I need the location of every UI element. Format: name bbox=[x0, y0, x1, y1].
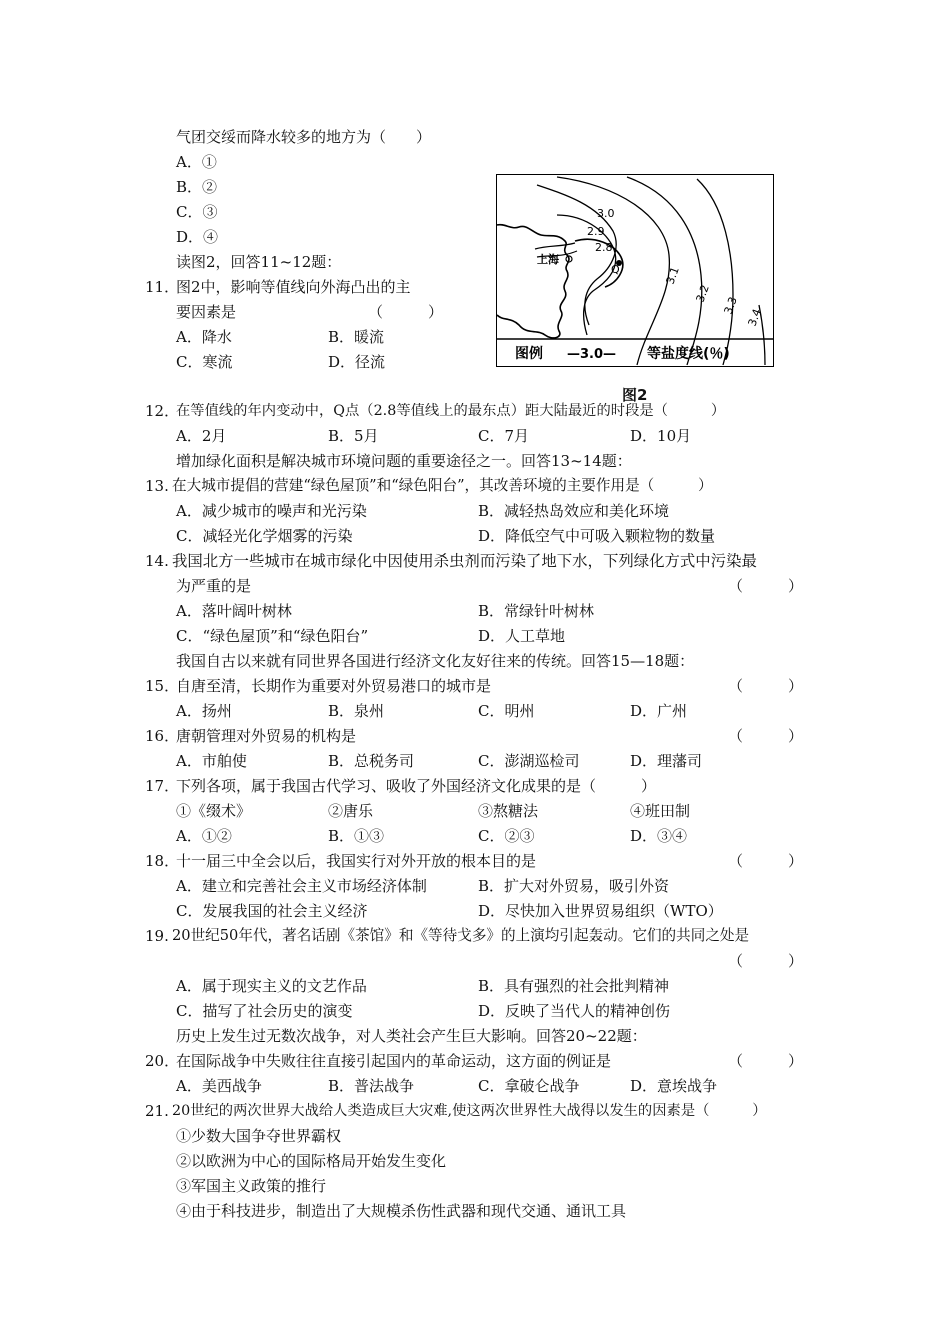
q11-option-c: C．寒流 bbox=[176, 353, 233, 371]
q17-text: 下列各项，属于我国古代学习、吸收了外国经济文化成果的是（ ） bbox=[176, 777, 657, 795]
q20-option-a: A．美西战争 bbox=[176, 1077, 262, 1095]
q21-item-2: ②以欧洲为中心的国际格局开始发生变化 bbox=[176, 1152, 447, 1170]
q10-option-a: A．① bbox=[176, 153, 217, 171]
q20-text: 在国际战争中失败往往直接引起国内的革命运动，这方面的例证是 bbox=[176, 1052, 612, 1070]
q21-item-3: ③军国主义政策的推行 bbox=[176, 1177, 327, 1195]
q11-option-d: D．径流 bbox=[328, 353, 386, 371]
contour-label-2.8: 2.8 bbox=[595, 241, 613, 254]
q19-option-c: C．描写了社会历史的演变 bbox=[176, 1002, 353, 1020]
q14-option-b: B．常绿针叶树林 bbox=[478, 602, 595, 620]
contour-label-2.9: 2.9 bbox=[587, 225, 605, 238]
q15-number: 15． bbox=[145, 677, 180, 695]
contour-label-3.4: 3.4 bbox=[745, 307, 764, 329]
q12-option-b: B．5月 bbox=[328, 427, 379, 445]
q21-item-1: ①少数大国争夺世界霸权 bbox=[176, 1127, 342, 1145]
q15-text: 自唐至清，长期作为重要对外贸易港口的城市是 bbox=[176, 677, 492, 695]
q14-number: 14. bbox=[145, 552, 169, 570]
q11-number: 11． bbox=[145, 278, 180, 296]
q17-option-c: C．②③ bbox=[478, 827, 535, 845]
q12-option-a: A．2月 bbox=[176, 427, 227, 445]
q21-item-4: ④由于科技进步，制造出了大规模杀伤性武器和现代交通、通讯工具 bbox=[176, 1202, 627, 1220]
q16-option-b: B．总税务司 bbox=[328, 752, 415, 770]
contour-label-3.3: 3.3 bbox=[721, 295, 740, 317]
q13-text: 在大城市提倡的营建“绿色屋顶”和“绿色阳台”，其改善环境的主要作用是（ ） bbox=[172, 477, 713, 494]
q16-text: 唐朝管理对外贸易的机构是 bbox=[176, 727, 357, 745]
q16-option-a: A．市舶使 bbox=[176, 752, 247, 770]
q21-number: 21. bbox=[145, 1102, 169, 1120]
q19-number: 19. bbox=[145, 927, 169, 945]
q10-option-c: C．③ bbox=[176, 203, 218, 221]
read-figure-instruction: 读图2，回答11~12题： bbox=[176, 253, 342, 271]
q11-option-b: B．暖流 bbox=[328, 328, 385, 346]
q-point-label: Q bbox=[611, 263, 620, 276]
q11-option-a: A．降水 bbox=[176, 328, 232, 346]
q12-option-c: C．7月 bbox=[478, 427, 530, 445]
q18-number: 18． bbox=[145, 852, 180, 870]
q20-option-d: D．意埃战争 bbox=[630, 1077, 718, 1095]
q16-option-d: D．理藩司 bbox=[630, 752, 703, 770]
q17-option-b: B．①③ bbox=[328, 827, 385, 845]
q12-option-d: D．10月 bbox=[630, 427, 692, 445]
q16-option-c: C．澎湖巡检司 bbox=[478, 752, 580, 770]
contour-label-3.2: 3.2 bbox=[693, 283, 712, 305]
legend-prefix: 图例 bbox=[515, 346, 543, 362]
q10-option-b: B．② bbox=[176, 178, 218, 196]
q19-option-a: A．属于现实主义的文艺作品 bbox=[176, 977, 367, 995]
q13-number: 13. bbox=[145, 477, 169, 495]
q11-text-line1: 图2中，影响等值线向外海凸出的主 bbox=[176, 278, 411, 296]
q19-option-b: B．具有强烈的社会批判精神 bbox=[478, 977, 670, 995]
q20-number: 20． bbox=[145, 1052, 180, 1070]
q12-number: 12． bbox=[145, 402, 180, 420]
q18-option-d: D．尽快加入世界贸易组织（WTO） bbox=[478, 902, 723, 920]
q18-option-c: C．发展我国的社会主义经济 bbox=[176, 902, 368, 920]
q16-answer-paren: （ ） bbox=[728, 727, 804, 745]
contour-label-3.0: 3.0 bbox=[597, 207, 615, 220]
q13-option-d: D．降低空气中可吸入颗粒物的数量 bbox=[478, 527, 716, 545]
q19-text: 20世纪50年代，著名话剧《茶馆》和《等待戈多》的上演均引起轰动。它们的共同之处是 bbox=[172, 927, 750, 944]
q18-option-a: A．建立和完善社会主义市场经济体制 bbox=[176, 877, 427, 895]
q17-option-d: D．③④ bbox=[630, 827, 688, 845]
q15-answer-paren: （ ） bbox=[728, 677, 804, 695]
q20-answer-paren: （ ） bbox=[728, 1052, 804, 1070]
q17-item-2: ②唐乐 bbox=[328, 802, 374, 820]
salinity-map-figure bbox=[496, 174, 774, 367]
q15-option-a: A．扬州 bbox=[176, 702, 232, 720]
q18-text: 十一届三中全会以后，我国实行对外开放的根本目的是 bbox=[176, 852, 537, 870]
q17-item-3: ③熬糖法 bbox=[478, 802, 539, 820]
q14-answer-paren: （ ） bbox=[728, 577, 804, 595]
coastline bbox=[497, 225, 569, 338]
contour-3.2 bbox=[627, 177, 702, 365]
legend-line-sample: —3.0— bbox=[567, 347, 617, 362]
q13-option-b: B．减轻热岛效应和美化环境 bbox=[478, 502, 670, 520]
q17-number: 17． bbox=[145, 777, 180, 795]
q15-option-c: C．明州 bbox=[478, 702, 535, 720]
contour-label-3.1: 3.1 bbox=[663, 265, 682, 287]
q10-text: 气团交绥而降水较多的地方为（ ） bbox=[176, 128, 432, 146]
contour-3.3 bbox=[697, 179, 733, 365]
q15-option-b: B．泉州 bbox=[328, 702, 385, 720]
q19-option-d: D．反映了当代人的精神创伤 bbox=[478, 1002, 671, 1020]
q11-text-line2: 要因素是 bbox=[176, 303, 237, 321]
q17-option-a: A．①② bbox=[176, 827, 232, 845]
legend-text: 等盐度线(％) bbox=[647, 346, 730, 362]
war-intro: 历史上发生过无数次战争，对人类社会产生巨大影响。回答20~22题： bbox=[176, 1027, 647, 1045]
q20-option-c: C．拿破仑战争 bbox=[478, 1077, 580, 1095]
salinity-map bbox=[497, 175, 773, 366]
q15-option-d: D．广州 bbox=[630, 702, 688, 720]
city-label-shanghai: 上海 bbox=[537, 253, 559, 266]
q13-option-c: C．减轻光化学烟雾的污染 bbox=[176, 527, 353, 545]
q14-text-line2: 为严重的是 bbox=[176, 577, 252, 595]
q19-answer-paren: （ ） bbox=[728, 952, 804, 970]
q14-text-line1: 我国北方一些城市在城市绿化中因使用杀虫剂而污染了地下水，下列绿化方式中污染最 bbox=[172, 552, 757, 570]
q14-option-c: C．“绿色屋顶”和“绿色阳台” bbox=[176, 627, 369, 645]
q18-answer-paren: （ ） bbox=[728, 852, 804, 870]
q16-number: 16． bbox=[145, 727, 180, 745]
q11-answer-paren: （ ） bbox=[368, 303, 444, 321]
q14-option-d: D．人工草地 bbox=[478, 627, 566, 645]
green-intro: 增加绿化面积是解决城市环境问题的重要途径之一。回答13~14题： bbox=[176, 452, 632, 470]
figure-caption: 图2 bbox=[622, 386, 648, 404]
q18-option-b: B．扩大对外贸易，吸引外资 bbox=[478, 877, 670, 895]
q12-text: 在等值线的年内变动中，Q点（2.8等值线上的最东点）距大陆最近的时段是（ ） bbox=[176, 403, 726, 419]
trade-intro: 我国自古以来就有同世界各国进行经济文化友好往来的传统。回答15—18题： bbox=[176, 652, 695, 670]
q10-option-d: D．④ bbox=[176, 228, 219, 246]
q13-option-a: A．减少城市的噪声和光污染 bbox=[176, 502, 367, 520]
q21-text: 20世纪的两次世界大战给人类造成巨大灾难,使这两次世界性大战得以发生的因素是（ ） bbox=[172, 1103, 767, 1119]
q17-item-4: ④班田制 bbox=[630, 802, 691, 820]
q17-item-1: ①《缀术》 bbox=[176, 802, 252, 820]
q14-option-a: A．落叶阔叶树林 bbox=[176, 602, 292, 620]
q20-option-b: B．普法战争 bbox=[328, 1077, 415, 1095]
